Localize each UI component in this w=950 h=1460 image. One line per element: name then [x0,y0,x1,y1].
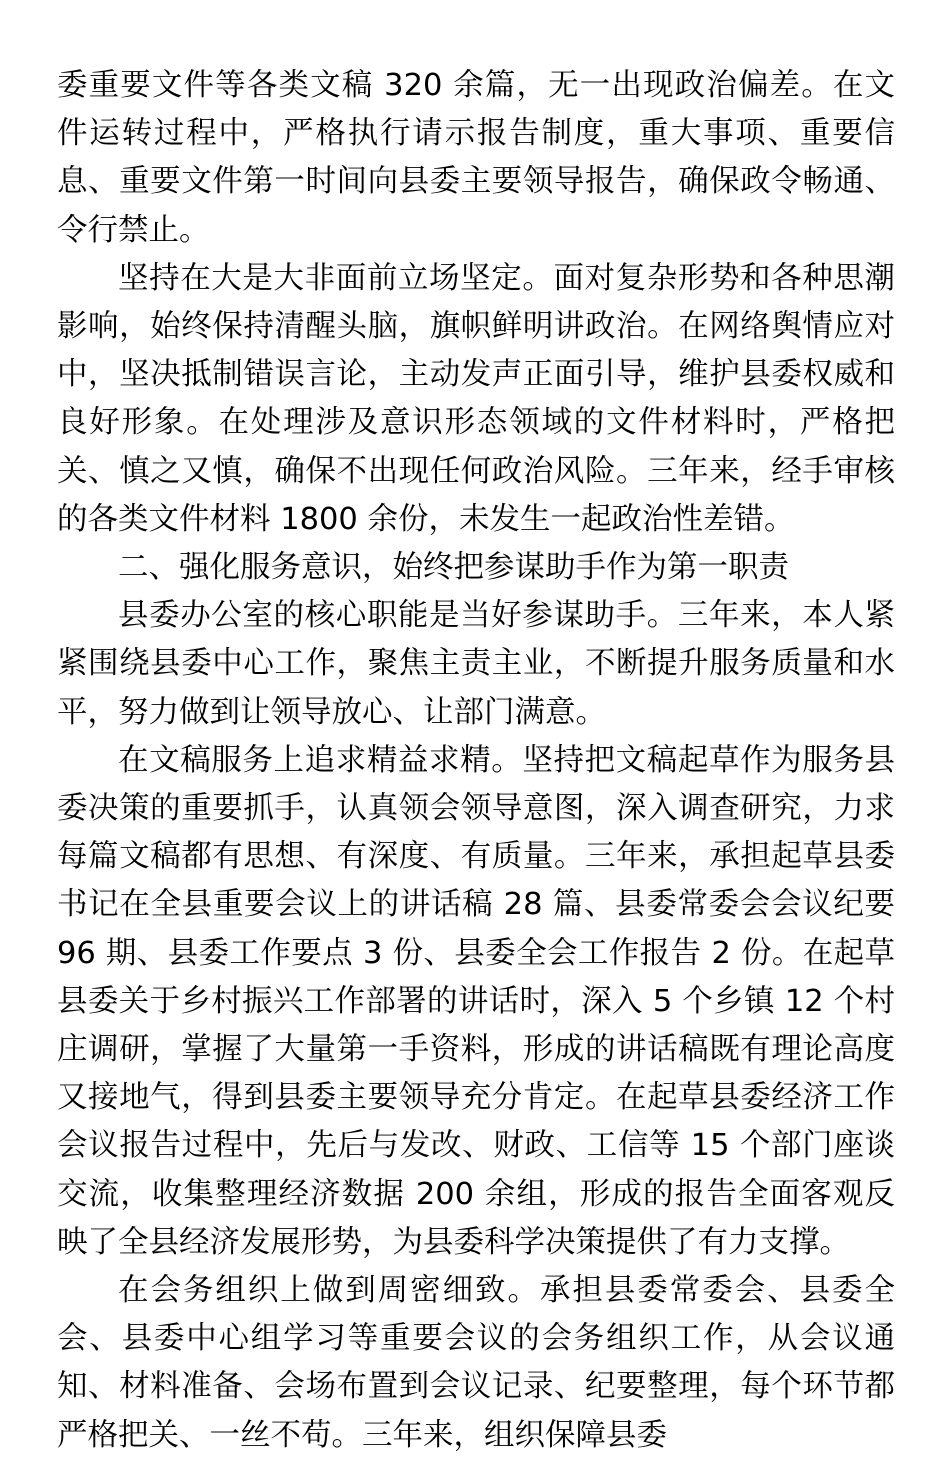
paragraph-stance-firm: 坚持在大是大非面前立场坚定。面对复杂形势和各种思潮影响，始终保持清醒头脑，旗帜鲜明讲政治。在网络舆情应对中，坚决抵制错误言论，主动发声正面引导，维护县委权威和良好形象。在处理涉及意识形态领域的文件材料时，严格把关、慎之又慎，确保不出现任何政治风险。三年来，经手审核的各类文件材料 1800 余份，未发生一起政治性差错。 [57,260,895,537]
paragraph-drafting-excellence: 在文稿服务上追求精益求精。坚持把文稿起草作为服务县委决策的重要抓手，认真领会领导意图，深入调查研究，力求每篇文稿都有思想、有深度、有质量。三年来，承担起草县委书记在全县重要会议上的讲话稿 28 篇、县委常委会会议纪要 96 期、县委工作要点 3 份、县委全会工作报告 2 份。在起草县委关于乡村振兴工作部署的讲话时，深入 5 个乡镇 12 个村庄调研，掌握了大量第一手资料，形成的讲话稿既有理论高度又接地气，得到县委主要领导充分肯定。在起草县委经济工作会议报告过程中，先后与发改、财政、工信等 15 个部门座谈交流，收集整理经济数据 200 余组，形成的报告全面客观反映了全县经济发展形势，为县委科学决策提供了有力支撑。 [57,742,895,1260]
paragraph-continued-political-discipline: 委重要文件等各类文稿 320 余篇，无一出现政治偏差。在文件运转过程中，严格执行请示报告制度，重大事项、重要信息、重要文件第一时间向县委主要领导报告，确保政令畅通、令行禁止。 [57,68,895,248]
paragraph-meeting-organization: 在会务组织上做到周密细致。承担县委常委会、县委全会、县委中心组学习等重要会议的会务组织工作，从会议通知、材料准备、会场布置到会议记录、纪要整理，每个环节都严格把关、一丝不苟。三年来，组织保障县委 [57,1273,895,1453]
section-heading-two: 二、强化服务意识，始终把参谋助手作为第一职责 [118,550,789,586]
document-text-column [57,62,895,1460]
paragraph-core-function: 县委办公室的核心职能是当好参谋助手。三年来，本人紧紧围绕县委中心工作，聚焦主责主业，不断提升服务质量和水平，努力做到让领导放心、让部门满意。 [57,598,895,730]
